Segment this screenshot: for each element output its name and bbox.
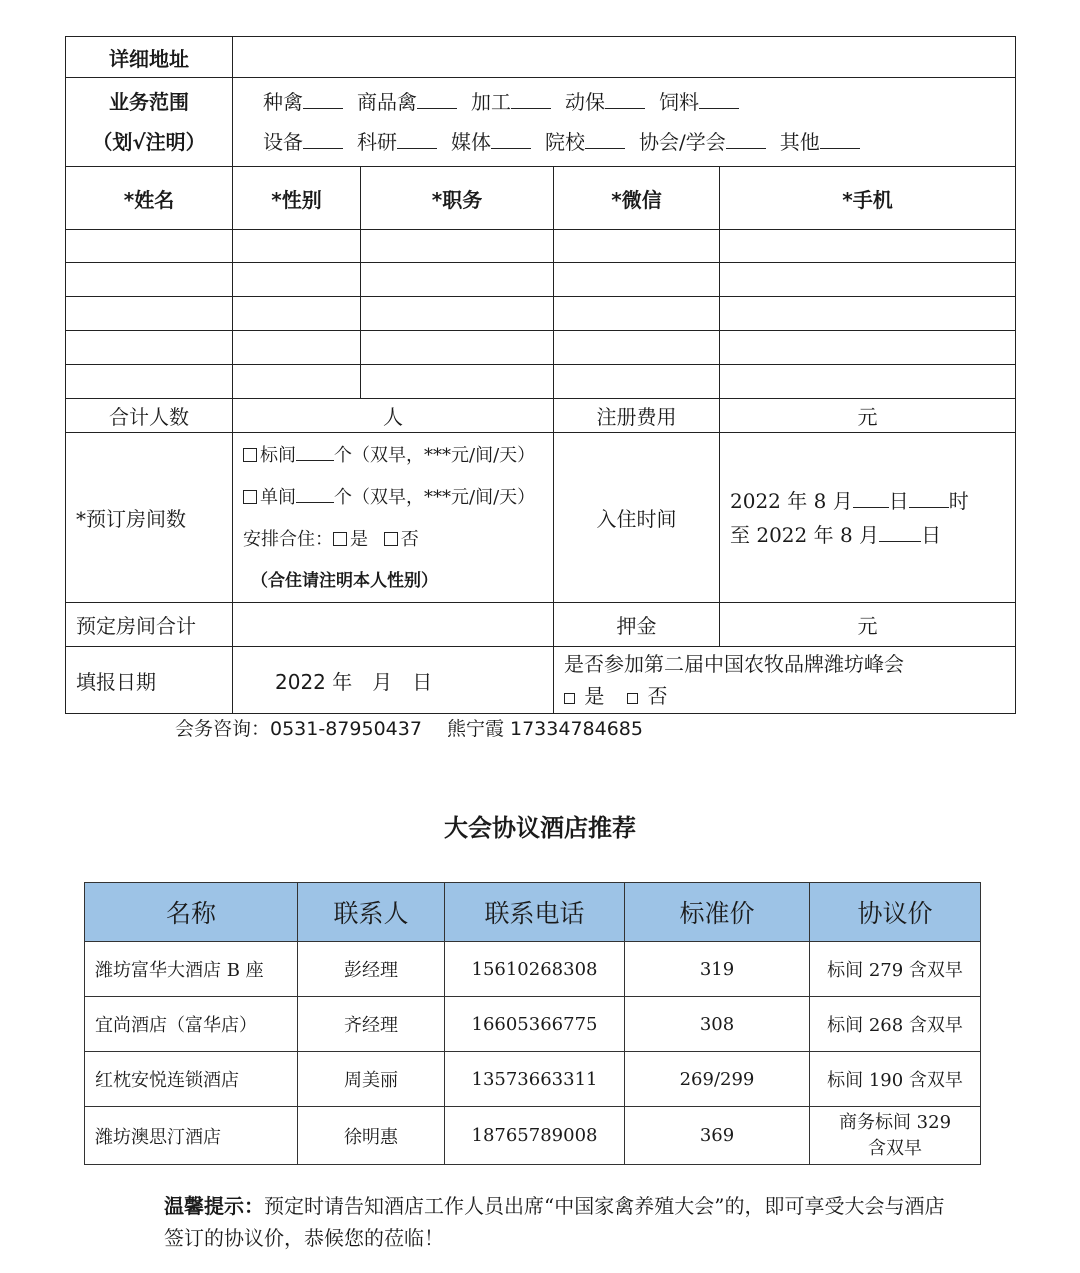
deposit-label: 押金	[554, 603, 720, 647]
header-mobile: *手机	[720, 167, 1016, 230]
attendee-cell[interactable]	[554, 365, 720, 399]
checkin-label: 入住时间	[554, 433, 720, 603]
attendee-cell[interactable]	[720, 331, 1016, 365]
share-yes-checkbox[interactable]	[333, 532, 347, 546]
summit-question: 是否参加第二届中国农牧品牌潍坊峰会	[564, 652, 904, 676]
reg-fee-unit: 元	[857, 405, 878, 429]
date-field[interactable]	[233, 647, 554, 714]
room-standard-count[interactable]	[296, 444, 334, 461]
hotel-agreement-price: 标间 268 含双早	[810, 997, 981, 1052]
attendee-cell[interactable]	[554, 263, 720, 297]
hotel-name: 宜尚酒店（富华店）	[85, 997, 298, 1052]
hotel-header-name: 名称	[85, 883, 298, 942]
checkin-field	[720, 433, 1016, 603]
header-position: *职务	[361, 167, 554, 230]
total-people-field[interactable]	[233, 399, 554, 433]
attendee-cell[interactable]	[233, 230, 361, 263]
tip-text: 预定时请告知酒店工作人员出席“中国家禽养殖大会”的，即可享受大会与酒店签订的协议价，恭候您的莅临！	[164, 1194, 945, 1250]
checkin-end: 至 2022 年 8 月 日	[730, 522, 942, 547]
attendee-cell[interactable]	[361, 331, 554, 365]
hotel-section-title: 大会协议酒店推荐	[444, 814, 636, 842]
scope-item-equipment[interactable]: 设备	[263, 122, 343, 162]
scope-item-college[interactable]: 院校	[545, 122, 625, 162]
attendee-cell[interactable]	[233, 331, 361, 365]
scope-item-media[interactable]: 媒体	[451, 122, 531, 162]
hotel-phone: 18765789008	[445, 1107, 625, 1165]
scope-item-other[interactable]: 其他	[780, 122, 860, 162]
header-name: *姓名	[66, 167, 233, 230]
table-row	[85, 1052, 981, 1107]
attendee-cell[interactable]	[720, 263, 1016, 297]
hotel-contact: 徐明惠	[298, 1107, 445, 1165]
scope-label-line2: （划√注明）	[92, 130, 206, 154]
checkin-end-day[interactable]	[879, 525, 921, 542]
attendee-cell[interactable]	[66, 365, 233, 399]
hotel-standard-price: 269/299	[625, 1052, 810, 1107]
address-label: 详细地址	[66, 37, 233, 78]
hotel-phone: 13573663311	[445, 1052, 625, 1107]
attendee-cell[interactable]	[233, 365, 361, 399]
table-row	[85, 1107, 981, 1165]
hotel-name: 潍坊澳思汀酒店	[85, 1107, 298, 1165]
hotel-standard-price: 369	[625, 1107, 810, 1165]
hotel-agreement-price: 商务标间 329 含双早	[810, 1107, 981, 1165]
scope-item-feed[interactable]: 饲料	[659, 82, 739, 122]
scope-item-breeding[interactable]: 种禽	[263, 82, 343, 122]
room-count-field	[233, 433, 554, 603]
table-row	[85, 997, 981, 1052]
attendee-cell[interactable]	[66, 263, 233, 297]
room-share-line: 安排合住： 是 否	[243, 528, 419, 550]
total-people-unit: 人	[383, 405, 403, 429]
business-scope-field[interactable]	[233, 78, 1016, 167]
hotel-table	[84, 882, 981, 1165]
attendee-cell[interactable]	[554, 331, 720, 365]
room-count-label: *预订房间数	[66, 433, 233, 603]
registration-form-table	[65, 36, 1016, 714]
reg-fee-label: 注册费用	[554, 399, 720, 433]
hotel-header-contact: 联系人	[298, 883, 445, 942]
deposit-field[interactable]	[720, 603, 1016, 647]
scope-item-research[interactable]: 科研	[357, 122, 437, 162]
room-single-checkbox[interactable]	[243, 490, 257, 504]
attendee-cell[interactable]	[233, 297, 361, 331]
scope-item-association[interactable]: 协会/学会	[639, 122, 766, 162]
attendee-cell[interactable]	[66, 230, 233, 263]
summit-yes-checkbox[interactable]	[564, 693, 575, 704]
attendee-cell[interactable]	[361, 230, 554, 263]
total-people-label: 合计人数	[66, 399, 233, 433]
hotel-name: 潍坊富华大酒店 B 座	[85, 942, 298, 997]
hotel-contact: 周美丽	[298, 1052, 445, 1107]
checkin-start: 2022 年 8 月 日 时	[730, 488, 969, 513]
consult-contact: 会务咨询：0531-87950437 熊宁霞 17334784685	[175, 718, 643, 740]
checkin-start-hour[interactable]	[909, 491, 949, 508]
share-no-checkbox[interactable]	[384, 532, 398, 546]
hotel-header-agreement-price: 协议价	[810, 883, 981, 942]
scope-row-1	[233, 82, 1015, 122]
business-scope-label	[66, 78, 233, 167]
room-standard-checkbox[interactable]	[243, 448, 257, 462]
table-row	[85, 942, 981, 997]
address-field[interactable]	[233, 37, 1016, 78]
attendee-cell[interactable]	[720, 365, 1016, 399]
hotel-header-standard-price: 标准价	[625, 883, 810, 942]
date-label: 填报日期	[66, 647, 233, 714]
summit-no-checkbox[interactable]	[627, 693, 638, 704]
scope-item-animal-health[interactable]: 动保	[565, 82, 645, 122]
reg-fee-field[interactable]	[720, 399, 1016, 433]
attendee-cell[interactable]	[66, 331, 233, 365]
hotel-name: 红枕安悦连锁酒店	[85, 1052, 298, 1107]
scope-item-commercial[interactable]: 商品禽	[357, 82, 457, 122]
tip-note	[164, 1190, 964, 1254]
hotel-contact: 齐经理	[298, 997, 445, 1052]
attendee-cell[interactable]	[361, 263, 554, 297]
checkin-start-day[interactable]	[853, 491, 889, 508]
hotel-agreement-price: 标间 190 含双早	[810, 1052, 981, 1107]
tip-label: 温馨提示：	[164, 1194, 264, 1218]
hotel-header-phone: 联系电话	[445, 883, 625, 942]
room-standard-line: 标间 个（双早，***元/间/天）	[233, 435, 553, 477]
hotel-contact: 彭经理	[298, 942, 445, 997]
hotel-phone: 15610268308	[445, 942, 625, 997]
hotel-agreement-price: 标间 279 含双早	[810, 942, 981, 997]
attendee-cell[interactable]	[720, 230, 1016, 263]
attendee-cell[interactable]	[554, 297, 720, 331]
attendee-cell[interactable]	[554, 230, 720, 263]
summit-options: 是 否	[564, 680, 1015, 712]
scope-item-processing[interactable]: 加工	[471, 82, 551, 122]
scope-label-line1: 业务范围	[109, 90, 189, 114]
share-note: （合住请注明本人性别）	[251, 570, 438, 591]
hotel-standard-price: 319	[625, 942, 810, 997]
attendee-cell[interactable]	[233, 263, 361, 297]
attendee-cell[interactable]	[720, 297, 1016, 331]
hotel-phone: 16605366775	[445, 997, 625, 1052]
room-total-label: 预定房间合计	[66, 603, 233, 647]
attendee-cell[interactable]	[361, 297, 554, 331]
room-total-field[interactable]	[233, 603, 554, 647]
deposit-unit: 元	[857, 614, 878, 638]
scope-row-2	[233, 122, 1015, 162]
attendee-cell[interactable]	[361, 365, 554, 399]
date-value: 2022 年 月 日	[275, 669, 433, 694]
summit-field	[554, 647, 1016, 714]
attendee-cell[interactable]	[66, 297, 233, 331]
room-single-count[interactable]	[296, 486, 334, 503]
hotel-standard-price: 308	[625, 997, 810, 1052]
header-gender: *性别	[233, 167, 361, 230]
header-wechat: *微信	[554, 167, 720, 230]
room-single-line: 单间 个（双早，***元/间/天）	[233, 477, 553, 519]
